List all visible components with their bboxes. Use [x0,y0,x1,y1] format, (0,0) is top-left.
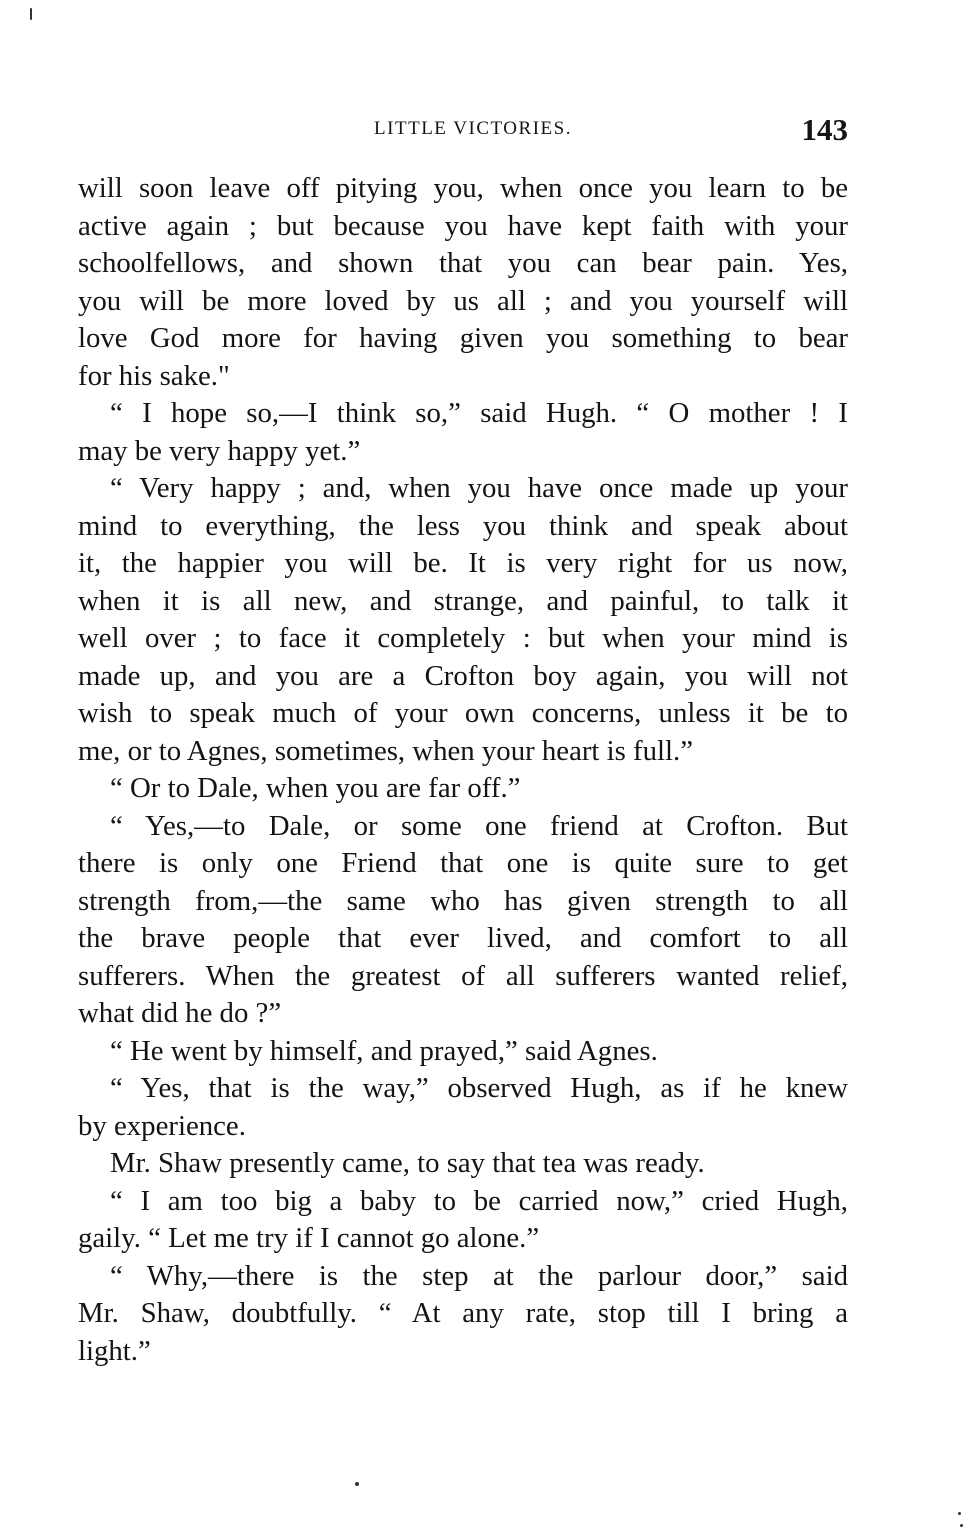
running-head [78,112,848,152]
text-line: will soon leave off pitying you, when once you learn to be [78,172,848,204]
text-line: active again ; but because you have kept faith with your [78,209,848,242]
text-line: “ I hope so,—I think so,” said Hugh. “ O mother ! I [110,397,848,429]
text-line: may be very happy yet.” [78,434,361,467]
text-line: strength from,—the same who has given strength to all [78,884,848,917]
text-line: love God more for having given you something to bear [78,322,848,354]
text-line: wish to speak much of your own concerns, unless it be to [78,697,848,729]
text-line: gaily. “ Let me try if I cannot go alone.” [78,1222,540,1254]
text-line: “ Very happy ; and, when you have once made up your [110,472,848,504]
text-line: “ Or to Dale, when you are far off.” [110,772,521,804]
text-line: Mr. Shaw presently came, to say that tea was ready. [110,1147,705,1179]
text-line: “ Yes,—to Dale, or some one friend at Crofton. But [110,809,848,842]
text-line: it, the happier you will be. It is very right for us now, [78,547,848,579]
text-line: what did he do ?” [78,997,282,1029]
scan-speck [355,1482,359,1486]
scan-speck [958,1512,961,1515]
body-text [78,170,848,1370]
text-line: “ I am too big a baby to be carried now,” cried Hugh, [110,1184,848,1217]
text-line: by experience. [78,1109,246,1142]
text-line: mind to everything, the less you think and speak about [78,509,848,542]
page-number: 143 [801,112,848,147]
text-line: you will be more loved by us all ; and you yourself will [78,284,848,317]
text-line: the brave people that ever lived, and comfort to all [78,922,848,954]
text-line: light.” [78,1334,151,1367]
text-line: for his sake." [78,359,230,392]
text-line: “ Yes, that is the way,” observed Hugh, as if he knew [110,1072,848,1104]
text-line: “ Why,—there is the step at the parlour door,” said [110,1259,848,1292]
text-line: there is only one Friend that one is quite sure to get [78,847,848,879]
text-line: Mr. Shaw, doubtfully. “ At any rate, stop till I bring a [78,1297,848,1329]
running-title: LITTLE VICTORIES. [374,118,572,139]
text-line: sufferers. When the greatest of all sufferers wanted relief, [78,959,848,992]
text-line: schoolfellows, and shown that you can bear pain. Yes, [78,247,848,279]
scan-speck [30,8,32,20]
text-line: well over ; to face it completely : but when your mind is [78,622,848,654]
scan-speck [960,1524,963,1527]
text-line: “ He went by himself, and prayed,” said Agnes. [110,1034,658,1067]
text-line: made up, and you are a Crofton boy again, you will not [78,659,848,692]
text-line: when it is all new, and strange, and painful, to talk it [78,584,848,617]
text-line: me, or to Agnes, sometimes, when your heart is full.” [78,734,694,767]
